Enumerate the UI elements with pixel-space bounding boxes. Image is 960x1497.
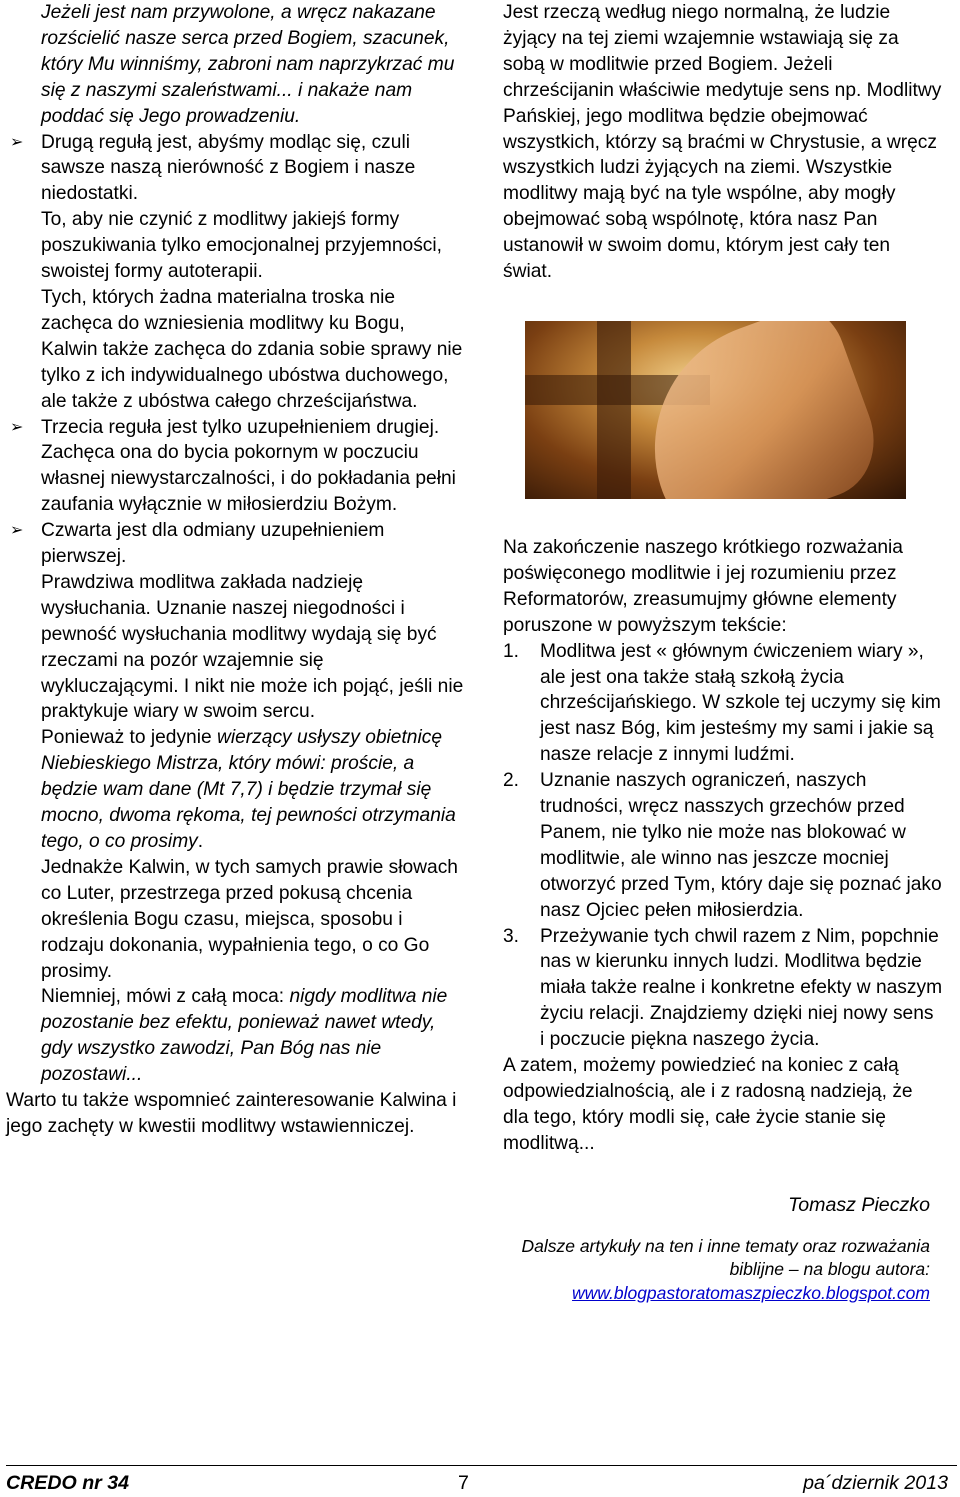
- left-column: [6, 0, 466, 1140]
- list-text: Modlitwa jest « głównym ćwiczeniem wiary », ale jest ona także stałą szkołą życia chrześcijańskiego. W szkole tej uczymy się kim jest nasz Bóg, kim jesteśmy my sami i jakie są nasze relacje z innymi ludźmi.: [540, 640, 941, 766]
- text-span: Ponieważ to jedynie: [41, 727, 217, 749]
- footer-magazine: CREDO nr 34: [6, 1472, 130, 1494]
- list-item: [503, 768, 943, 923]
- author-signature: Tomasz Pieczko: [788, 1193, 930, 1216]
- blog-note-text: Dalsze artykuły na ten i inne tematy oraz rozważania biblijne – na blogu autora:: [521, 1235, 930, 1280]
- rule-two-paragraph-2: Tych, których żadna materialna troska nie zachęca do wzniesienia modlitwy ku Bogu, Kalwin także zachęca do zdania sobie sprawy nie tylko z ich indywidualnego ubóstwa duchowego, ale także z ubóstwa całego chrześcijaństwa.: [41, 286, 463, 412]
- list-item: [503, 639, 943, 769]
- intercession-paragraph: Jest rzeczą według niego normalną, że ludzie żyjący na tej ziemi wzajemnie wstawiają się za sobą w modlitwie przed Bogiem. Jeżeli chrześcijanin właściwie medytuje sens np. Modlitwy Pańskiej, jego modlitwa będzie obejmować wszystkich, którzy są braćmi w Chrystusie, a wręcz wszystkich ludzi żyjących na ziemi. Wszystkie modlitwy mają być na tyle wspólne, aby mogły obejmować sobą wspólnotę, która nasz Pan ustanowił w swoim domu, którym jest cały ten świat.: [503, 2, 942, 283]
- rule-four-heading: Czwarta jest dla odmiany uzupełnieniem pierwszej.: [41, 520, 385, 568]
- list-number: 1.: [503, 640, 520, 662]
- list-item: [503, 924, 943, 1054]
- rule-four-paragraph-4: [6, 984, 466, 1088]
- page-number: 7: [458, 1472, 469, 1494]
- list-number: 2.: [503, 770, 520, 792]
- rule-three-bullet: [6, 415, 466, 441]
- cross-shape: [597, 321, 631, 499]
- rule-two-paragraph-1: To, aby nie czynić z modlitwy jakiejś formy poszukiwania tylko emocjonalnej przyjemności, swoistej formy autoterapii.: [41, 209, 442, 283]
- quote-span: wierzący usłyszy obietnicę Niebieskiego Mistrza, który mówi: proście, a będzie wam dane (Mt 7,7) i będzie trzymał się mocno, dwoma rękoma, tej pewności otrzymania tego, o co prosimy: [41, 727, 456, 852]
- list-number: 3.: [503, 925, 520, 947]
- rule-four-paragraph-1: Prawdziwa modlitwa zakłada nadzieję wysłuchania. Uznanie naszej niegodności i pewność wysłuchania modlitwy wydają się być rzeczami na pozór wzajemnie się wykluczającymi. I nikt nie może ich pojąć, jeśli nie praktykuje wiary w swoim sercu.: [41, 571, 464, 723]
- final-paragraph: A zatem, możemy powiedzieć na koniec z całą odpowiedzialnością, ale i z radosną nadzieją, że dla tego, który modli się, całe życie stanie się modlitwą...: [503, 1055, 913, 1154]
- intro-paragraph: Jeżeli jest nam przywolone, a wręcz nakazane rozścielić nasze serca przed Bogiem, szacunek, który Mu winniśmy, zabroni nam naprzykrzać mu się z naszymi szaleństwami... i nakaże nam poddać się Jego prowadzeniu.: [41, 2, 455, 127]
- rule-three-heading: Trzecia reguła jest tylko uzupełnieniem drugiej.: [41, 416, 440, 438]
- text-span: .: [197, 831, 204, 852]
- praying-hands-shape: [619, 321, 891, 499]
- arrow-bullet-icon: ➢: [10, 133, 24, 151]
- footer-divider: [6, 1465, 957, 1466]
- summary-paragraph: Na zakończenie naszego krótkiego rozważania poświęconego modlitwie i jej rozumieniu przez Reformatorów, zreasumujmy główne elementy poruszone w powyższym tekście:: [503, 536, 903, 636]
- blog-link[interactable]: www.blogpastoratomaszpieczko.blogspot.com: [572, 1282, 930, 1303]
- rule-two-bullet: [6, 130, 466, 208]
- footer-date: pa´dziernik 2013: [803, 1472, 948, 1494]
- rule-two-heading: Drugą regułą jest, abyśmy modląc się, czuli sawsze naszą nierówność z Bogiem i nasze niedostatki.: [41, 131, 416, 205]
- rule-four-paragraph-2: [6, 725, 466, 855]
- arrow-bullet-icon: ➢: [10, 522, 24, 540]
- rule-four-paragraph-3: Jednakże Kalwin, w tych samych prawie słowach co Luter, przestrzega przed pokusą chcenia określenia Bogu czasu, miejsca, sposobu i rodzaju dokonania, wypałnienia tego, o co Go prosimy.: [41, 856, 458, 982]
- rule-three-paragraph: Zachęca ona do bycia pokornym w poczuciu własnej niewystarczalności, i do pokładania pełni zaufania wyłącznie w miłosierdziu Bożym.: [41, 442, 456, 516]
- quote-span: nigdy modlitwa nie pozostanie bez efektu, ponieważ nawet wtedy, gdy wszystko zawodzi, Pan Bóg nas nie pozostawi...: [41, 986, 448, 1086]
- praying-hands-cross-image: [525, 321, 906, 499]
- list-text: Przeżywanie tych chwil razem z Nim, popchnie nas w kierunku innych ludzi. Modlitwa będzie miała także realne i konkretne efekty w naszym życiu relacji. Znajdziemy dzięki niej nowy sens i poczucie piękna naszego życia.: [540, 925, 943, 1051]
- right-column: [503, 0, 943, 1305]
- text-span: Niemniej, mówi z całą moca:: [41, 986, 290, 1008]
- blog-note: [503, 1235, 943, 1306]
- arrow-bullet-icon: ➢: [10, 418, 24, 436]
- rule-four-bullet: [6, 518, 466, 570]
- list-text: Uznanie naszych ograniczeń, naszych trudności, wręcz nasszych grzechów przed Panem, nie tylko nie może nas blokować w modlitwie, ale winno nas jeszcze mocniej otworzyć przed Tym, który daje się poznać jako nasz Ojciec pełen miłosierdzia.: [540, 770, 942, 921]
- closing-paragraph: Warto tu także wspomnieć zainteresowanie Kalwina i jego zachęty w kwestii modlitwy wstawienniczej.: [6, 1090, 457, 1137]
